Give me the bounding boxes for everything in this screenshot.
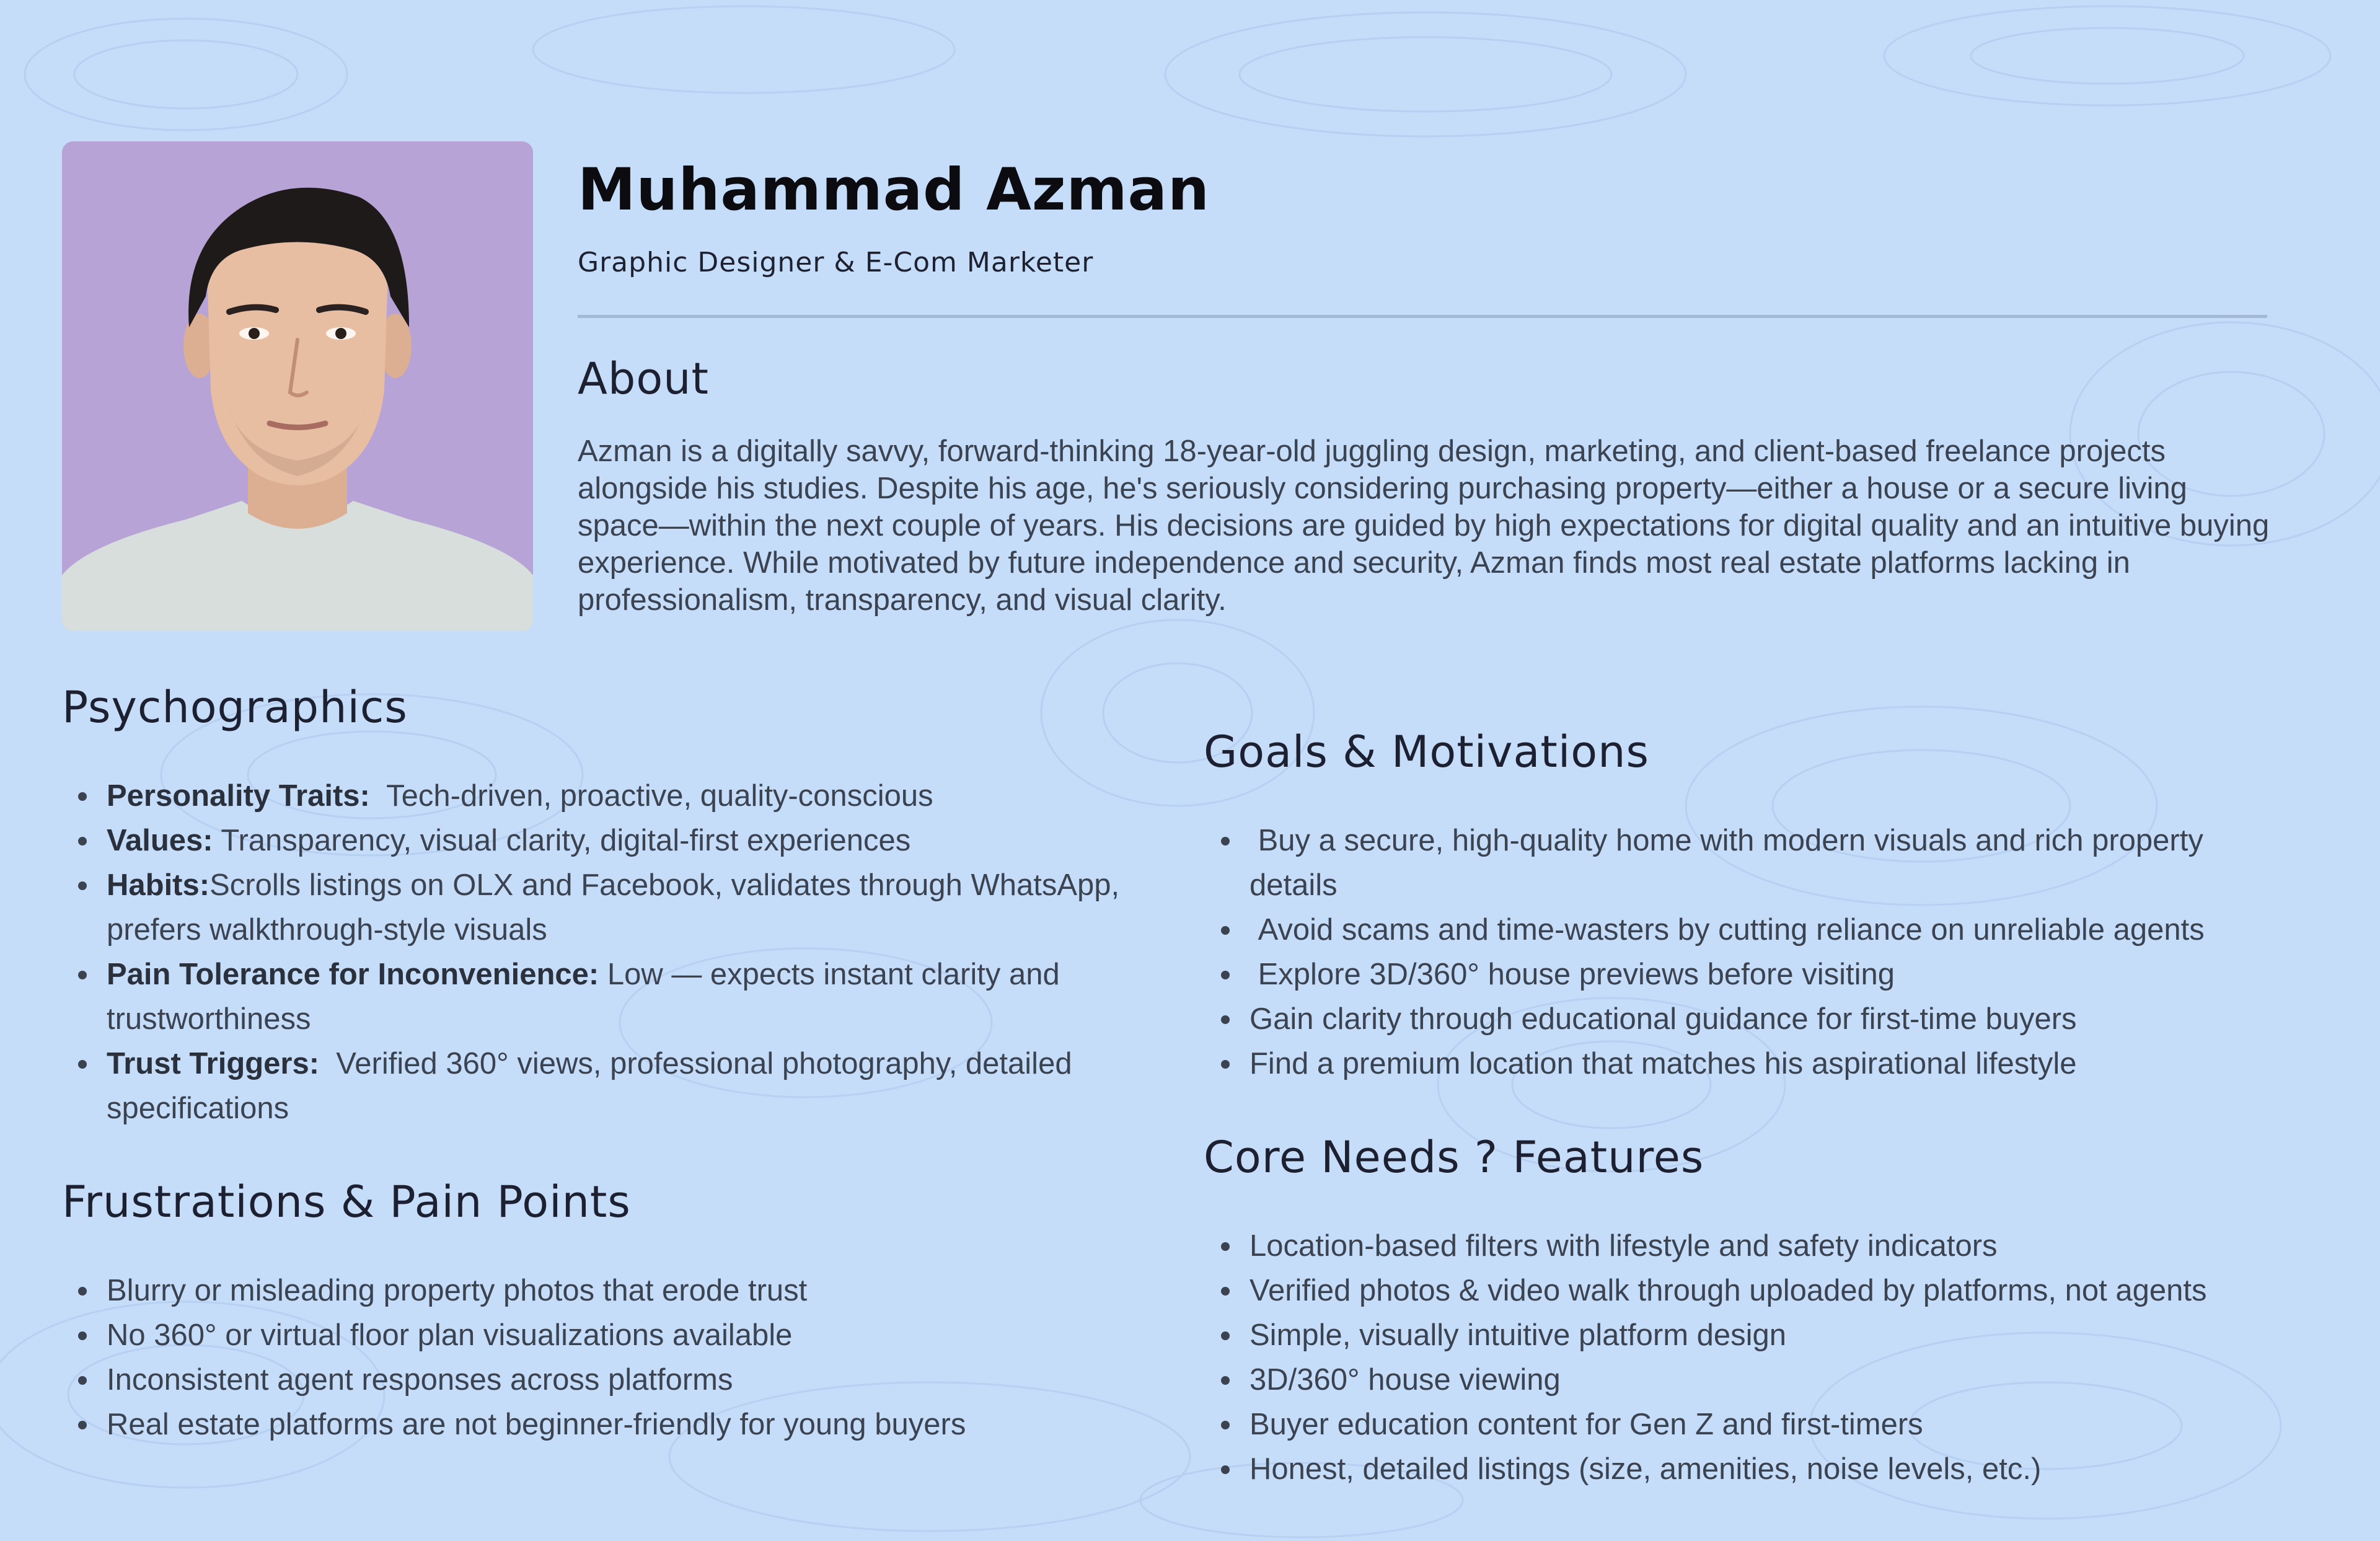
list-item: Simple, visually intuitive platform design	[1205, 1313, 2290, 1358]
item-text: Low — expects instant clarity and trustworthiness	[107, 958, 1069, 1036]
list-item: 3D/360° house viewing	[1205, 1358, 2290, 1402]
item-text: Verified 360° views, professional photography, detailed specifications	[107, 1047, 1081, 1125]
list-item: Blurry or misleading property photos that erode trust	[62, 1268, 1178, 1313]
core-needs-heading: Core Needs ? Features	[1204, 1132, 1704, 1183]
item-label: Personality Traits:	[107, 779, 370, 813]
goals-heading: Goals & Motivations	[1204, 726, 1649, 777]
core-needs-list	[1205, 1224, 2290, 1491]
item-label: Trust Triggers:	[107, 1047, 320, 1080]
list-item: Location-based filters with lifestyle and safety indicators	[1205, 1224, 2290, 1268]
item-text: Transparency, visual clarity, digital-first experiences	[213, 824, 911, 857]
profile-photo	[62, 141, 533, 631]
item-text: Scrolls listings on OLX and Facebook, validates through WhatsApp, prefers walkthrough-style visuals	[107, 868, 1128, 947]
item-label: Habits:	[107, 868, 210, 902]
list-item: Buyer education content for Gen Z and first-timers	[1205, 1402, 2290, 1447]
psychographics-list	[62, 774, 1178, 1131]
portrait-illustration	[62, 141, 533, 631]
list-item	[62, 818, 1178, 863]
frustrations-heading: Frustrations & Pain Points	[62, 1177, 631, 1227]
item-text: Tech-driven, proactive, quality-conscious	[369, 779, 933, 813]
frustrations-list	[62, 1268, 1178, 1447]
list-item: No 360° or virtual floor plan visualizations available	[62, 1313, 1178, 1358]
persona-name: Muhammad Azman	[578, 156, 1210, 224]
list-item	[62, 863, 1178, 952]
list-item: Buy a secure, high-quality home with modern visuals and rich property details	[1205, 818, 2259, 907]
persona-role: Graphic Designer & E-Com Marketer	[578, 247, 1094, 278]
list-item	[62, 774, 1178, 818]
list-item: Inconsistent agent responses across platforms	[62, 1358, 1178, 1402]
list-item: Real estate platforms are not beginner-friendly for young buyers	[62, 1402, 1178, 1447]
psychographics-heading: Psychographics	[62, 682, 408, 733]
about-text: Azman is a digitally savvy, forward-thinking 18-year-old juggling design, marketing, and client-based freelance projects alongside his studies. Despite his age, he's seriously considering purchasing property—either a house or a secure living space—within the next couple of years. His decisions are guided by high expectations for digital quality and an intuitive buying experience. While motivated by future independence and security, Azman finds most real estate platforms lacking in professionalism, transparency, and visual clarity.	[578, 435, 2270, 617]
goals-list	[1205, 818, 2259, 1086]
item-label: Pain Tolerance for Inconvenience:	[107, 958, 599, 991]
list-item: Explore 3D/360° house previews before visiting	[1205, 952, 2259, 997]
header-divider	[578, 315, 2267, 318]
about-heading: About	[578, 353, 709, 404]
list-item: Avoid scams and time-wasters by cutting reliance on unreliable agents	[1205, 907, 2259, 952]
list-item	[62, 1041, 1178, 1131]
list-item	[62, 952, 1178, 1041]
list-item: Gain clarity through educational guidance for first-time buyers	[1205, 997, 2259, 1041]
item-label: Values:	[107, 824, 213, 857]
list-item: Verified photos & video walk through uploaded by platforms, not agents	[1205, 1268, 2290, 1313]
list-item: Honest, detailed listings (size, amenities, noise levels, etc.)	[1205, 1447, 2290, 1491]
list-item: Find a premium location that matches his aspirational lifestyle	[1205, 1041, 2259, 1086]
